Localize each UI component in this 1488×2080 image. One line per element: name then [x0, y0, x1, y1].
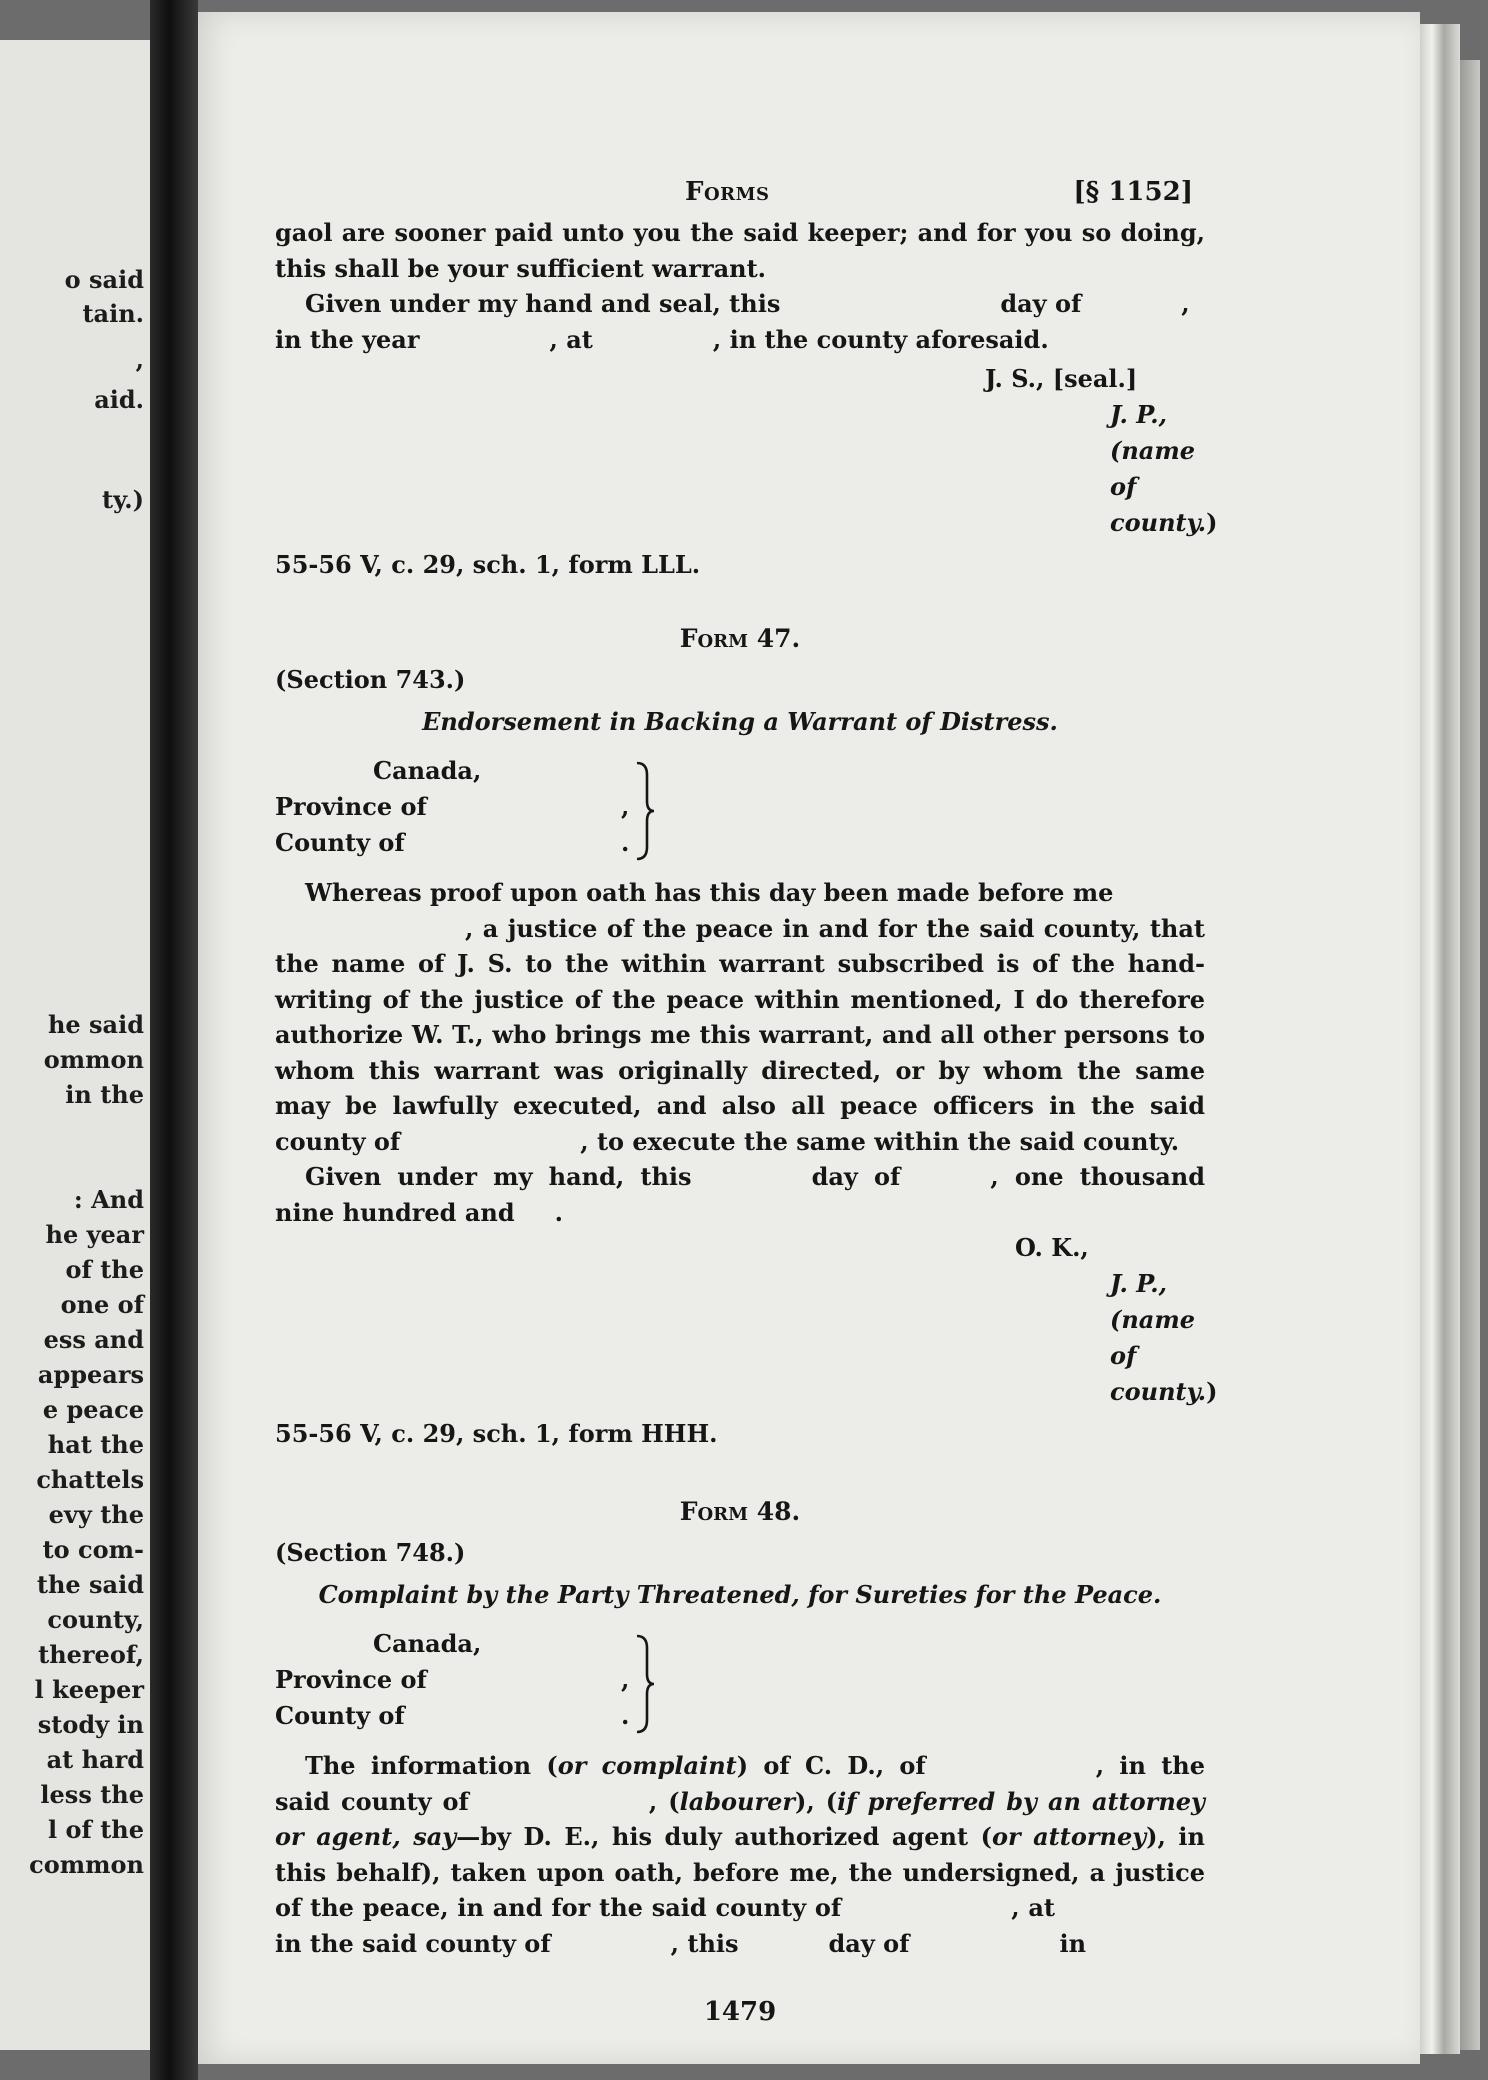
- facing-page-fragment: [0, 40, 150, 2050]
- signature-block: [275, 361, 1218, 541]
- facing-page-text: evy the: [48, 1500, 144, 1529]
- facing-page-text: appears: [37, 1360, 144, 1389]
- facing-page-text: e peace: [42, 1395, 144, 1424]
- facing-page-text: tain.: [82, 299, 144, 328]
- form-47-given: Given under my hand, this day of , one thousand nine hundred and .: [275, 1162, 1205, 1227]
- facing-page-text: aid.: [94, 385, 144, 414]
- page-number: 1479: [703, 1997, 777, 2027]
- facing-page-text: : And: [73, 1185, 144, 1214]
- facing-page-text: ,: [135, 345, 144, 374]
- page-header: [275, 175, 1205, 215]
- facing-page-text: l of the: [48, 1815, 144, 1844]
- page-edges-outer: [1460, 60, 1480, 2050]
- facing-page-text: thereof,: [38, 1640, 144, 1669]
- facing-page-text: he year: [45, 1220, 144, 1249]
- facing-page-text: of the: [65, 1255, 144, 1284]
- form-47-title: Form 47.: [679, 623, 801, 653]
- facing-page-text: ty.): [102, 485, 144, 514]
- given-year-line: in the year , at , in the county aforesaid.: [275, 324, 1049, 354]
- facing-page-text: hat the: [47, 1430, 144, 1459]
- form-48-heading: Complaint by the Party Threatened, for Sureties for the Peace.: [318, 1579, 1162, 1609]
- facing-page-text: county,: [47, 1605, 144, 1634]
- signature-name: J. S., [seal.]: [985, 364, 1138, 393]
- brace-icon: [635, 761, 655, 861]
- form-48-body: The information (or complaint) of C. D., of , in the said county of , (labourer), (if preferred by an attorney or agent, say—by D. E., his duly authorized agent (or attorney), in this behalf), taken upon oath, before me, the undersigned, a justice of the peace, in and for the said county of , atin the said county of , this day of in: [275, 1751, 1206, 1958]
- given-under-hand-seal: Given under my hand and seal, this day of ,: [305, 289, 1190, 318]
- running-head: Forms: [685, 177, 770, 207]
- form-48-section: (Section 748.): [275, 1538, 466, 1567]
- facing-page-text: he said: [47, 1010, 144, 1039]
- signature-title: J. P., (name of county.): [1110, 400, 1218, 537]
- citation: 55-56 V, c. 29, sch. 1, form LLL.: [275, 550, 701, 579]
- form-47-signature: O. K., J. P., (name of county.): [1015, 1233, 1218, 1406]
- facing-page-text: o said: [64, 265, 144, 294]
- facing-page-text: l keeper: [34, 1675, 144, 1704]
- facing-page-text: common: [29, 1850, 144, 1879]
- facing-page-text: ess and: [43, 1325, 144, 1354]
- page-edges: [1420, 24, 1460, 2054]
- form-48-venue: Canada, Province of County of , .: [275, 1626, 1205, 1736]
- facing-page-text: at hard: [46, 1745, 144, 1774]
- facing-page-text: chattels: [36, 1465, 144, 1494]
- book-gutter: [150, 0, 198, 2080]
- facing-page-text: less the: [40, 1780, 144, 1809]
- facing-page-text: in the: [65, 1080, 144, 1109]
- form-47-section: (Section 743.): [275, 665, 466, 694]
- brace-icon: [635, 1634, 655, 1734]
- facing-page-text: ommon: [43, 1045, 144, 1074]
- section-number: [§ 1152]: [1073, 177, 1193, 207]
- facing-page-text: the said: [36, 1570, 144, 1599]
- form-47-citation: 55-56 V, c. 29, sch. 1, form HHH.: [275, 1419, 718, 1448]
- facing-page-text: one of: [60, 1290, 144, 1319]
- form-48-title: Form 48.: [679, 1496, 801, 1526]
- facing-page-text: stody in: [37, 1710, 144, 1739]
- form-47-heading: Endorsement in Backing a Warrant of Distress.: [422, 706, 1058, 736]
- page-content: [275, 175, 1218, 2031]
- form-47-venue: Canada, Province of County of , .: [275, 753, 1205, 863]
- facing-page-text: to com-: [42, 1535, 144, 1564]
- form-47-body: Whereas proof upon oath has this day been made before me , a justice of the peace in and for the said county, that the name of J. S. to the within warrant subscribed is of the hand-writing of the justice of the peace within mentioned, I do therefore authorize W. T., who brings me this warrant, and all other persons to whom this warrant was originally directed, or by whom the same may be lawfully executed, and also all peace officers in the said county of , to execute the same within the said county.: [275, 878, 1205, 1156]
- warrant-closing-text: gaol are sooner paid unto you the said keeper; and for you so doing, this shall be your sufficient warrant.: [275, 218, 1205, 283]
